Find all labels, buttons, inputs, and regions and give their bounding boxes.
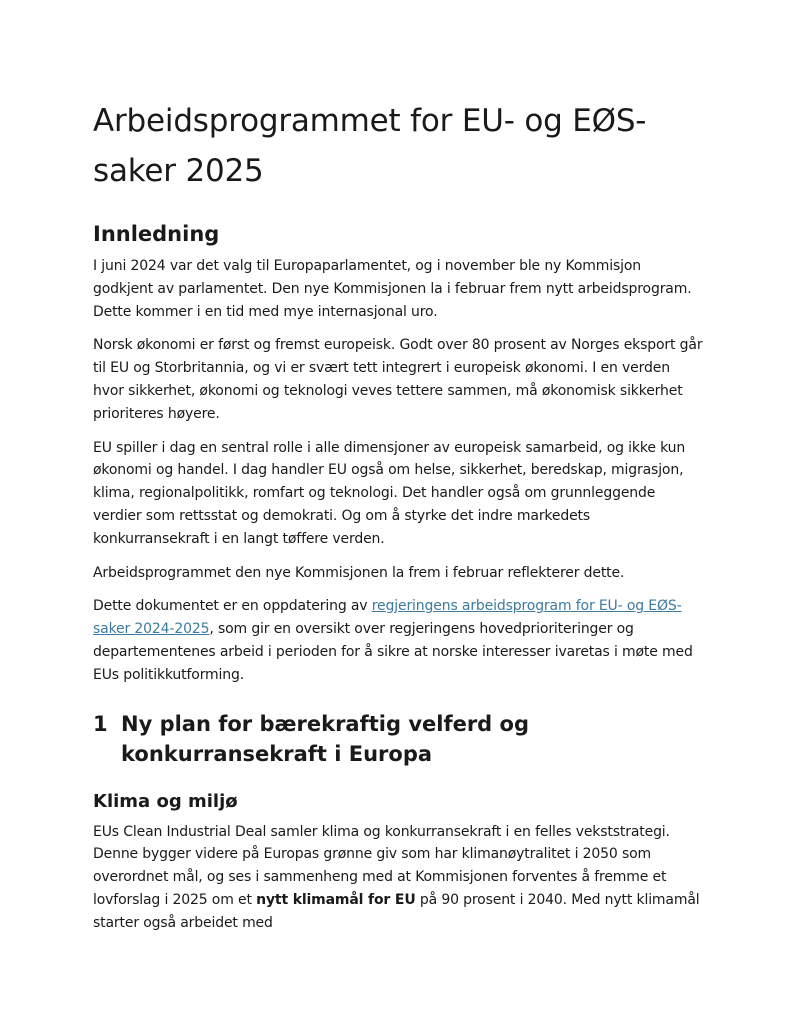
intro-paragraph-1: I juni 2024 var det valg til Europaparlamentet, og i november ble ny Kommisjon godkjent av parlamentet. Den nye Kommisjonen la i februar frem nytt arbeidsprogram. Dette kommer i en tid med mye internasjonal uro. [93, 258, 692, 320]
intro-paragraph-3: EU spiller i dag en sentral rolle i alle dimensjoner av europeisk samarbeid, og ikke kun økonomi og handel. I dag handler EU også om helse, sikkerhet, beredskap, migrasjon, klima, regionalpolitikk, romfart og teknologi. Det handler også om grunnleggende verdier som rettsstat og demokrati. Og om å styrke det indre markedets konkurransekraft i en langt tøffere verden. [93, 439, 686, 547]
climate-paragraph-1-end: på 90 prosent i 2040. Med nytt klimamål starter også arbeidet med [93, 891, 700, 931]
intro-heading: Innledning [93, 222, 220, 246]
climate-subheading: Klima og miljø [93, 790, 238, 812]
document-page [93, 96, 703, 946]
section-1-title: Ny plan for bærekraftig velferd og konkurransekraft i Europa [121, 711, 529, 766]
section-1-heading [93, 709, 703, 769]
intro-paragraph-4: Arbeidsprogrammet den nye Kommisjonen la frem i februar reflekterer dette. [93, 564, 625, 581]
climate-paragraph-1-start: EUs Clean Industrial Deal samler klima og konkurransekraft i en felles vekststrategi. Denne bygger videre på Europas grønne giv som har klimanøytralitet i 2050 som overordnet mål, og ses i sammenheng med at Kommisjonen forventes å fremme et lovforslag i 2025 om et [93, 823, 670, 908]
climate-paragraph-1 [93, 821, 703, 935]
document-title: Arbeidsprogrammet for EU- og EØS-saker 2025 [93, 103, 647, 189]
intro-paragraph-5-start: Dette dokumentet er en oppdatering av [93, 598, 372, 615]
intro-paragraph-2: Norsk økonomi er først og fremst europeisk. Godt over 80 prosent av Norges eksport går til EU og Storbritannia, og vi er svært tett integrert i europeisk økonomi. I en verden hvor sikkerhet, økonomi og teknologi veves tettere sammen, må økonomisk sikkerhet prioriteres høyere. [93, 337, 703, 422]
intro-paragraph-5-end: , som gir en oversikt over regjeringens hovedprioriteringer og departementenes arbeid i perioden for å sikre at norske interesser ivaretas i møte med EUs politikkutforming. [93, 621, 693, 683]
climate-target-emphasis: nytt klimamål for EU [256, 891, 416, 908]
intro-paragraph-5 [93, 595, 703, 686]
section-number: 1 [93, 711, 108, 736]
work-programme-link[interactable]: regjeringens arbeidsprogram for EU- og EØS-saker 2024-2025 [93, 598, 682, 638]
